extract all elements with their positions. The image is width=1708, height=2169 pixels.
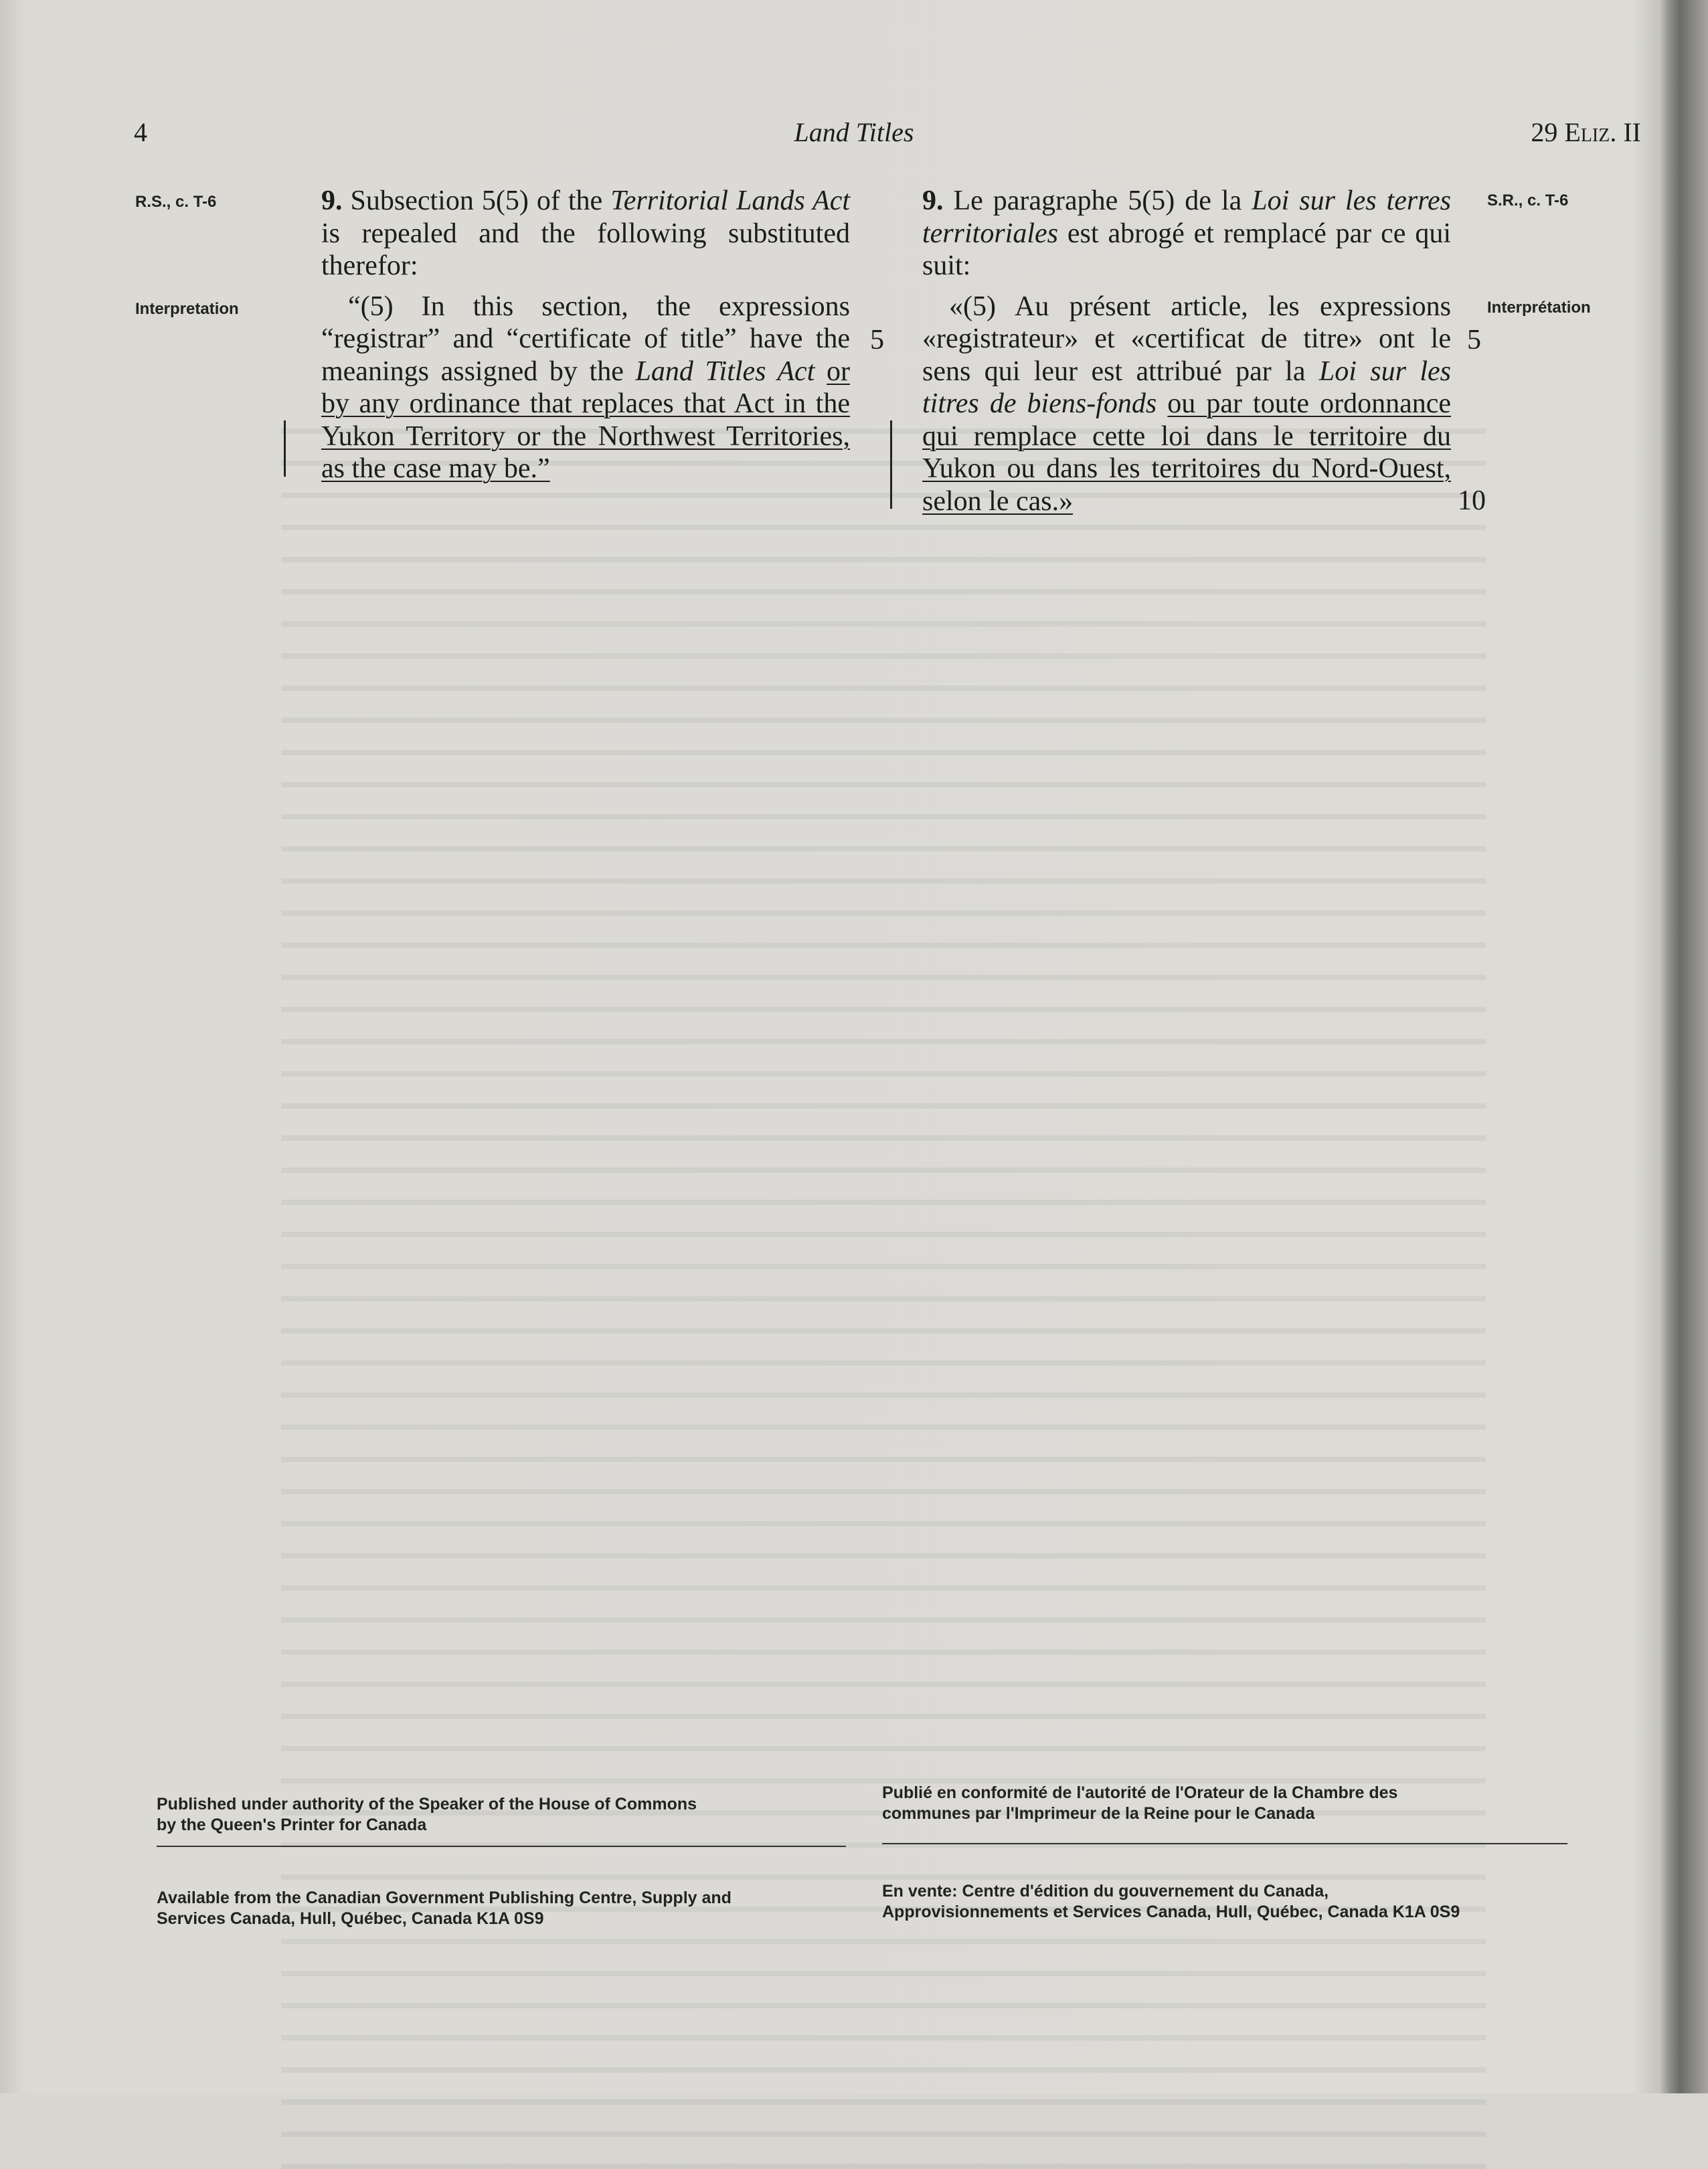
english-change-bar	[284, 420, 286, 477]
right-citation-note: S.R., c. T-6	[1487, 191, 1569, 210]
english-subsection-5: “(5) In this section, the expressions “registrar” and “certificate of title” have the meanings assigned by the Land Titles Act or by any ordinance that replaces that Act in the Yukon Territory or the Northwest Territories, as the case may be.”	[321, 291, 851, 484]
left-interpretation-note: Interpretation	[135, 300, 239, 318]
regnal-year-sovereign: Eliz.	[1564, 117, 1617, 147]
french-column	[922, 185, 1451, 517]
regnal-year-number: 29	[1531, 117, 1558, 147]
french-change-bar	[890, 420, 892, 509]
french-section-9: 9. Le paragraphe 5(5) de la Loi sur les terres territoriales est abrogé et remplacé par ce qui suit:	[922, 185, 1451, 281]
english-land-titles-act: Land Titles Act	[635, 355, 815, 387]
page-number: 4	[134, 117, 147, 147]
french-act-name: Loi sur les terres territoriales	[922, 185, 1451, 249]
footer-en-published: Published under authority of the Speaker of the House of Commons by the Queen's Printer for Canada	[157, 1795, 697, 1834]
footer-en-available: Available from the Canadian Government Publishing Centre, Supply and Services Canada, Hull, Québec, Canada K1A 0S9	[157, 1889, 732, 1928]
english-section-number: 9.	[321, 185, 343, 216]
english-column	[321, 185, 850, 485]
running-title: Land Titles	[794, 117, 914, 147]
french-amended-text: ou par toute ordonnance qui remplace cette loi dans le territoire du Yukon ou dans les territoires du Nord-Ouest, selon le cas.»	[922, 388, 1452, 517]
english-line-number-5: 5	[870, 325, 884, 355]
right-interpretation-note: Interprétation	[1487, 299, 1591, 317]
left-citation-note: R.S., c. T-6	[135, 193, 217, 211]
english-act-name: Territorial Lands Act	[610, 185, 851, 216]
french-line-number-10: 10	[1458, 485, 1486, 516]
footer-fr-available: En vente: Centre d'édition du gouvernement du Canada, Approvisionnements et Services Canada, Hull, Québec, Canada K1A 0S9	[882, 1882, 1460, 1921]
french-subsection-5: «(5) Au présent article, les expressions «registrateur» et «certificat de titre» ont le sens qui leur est attribué par la Loi sur les titres de biens-fonds ou par toute ordonnance qui remplace cette loi dans le territoire du Yukon ou dans les territoires du Nord-Ouest, selon le cas.»	[922, 291, 1452, 517]
footer-en-rule	[157, 1846, 846, 1847]
french-section-number: 9.	[922, 185, 944, 216]
english-section-9: 9. Subsection 5(5) of the Territorial Lands Act is repealed and the following substituted therefor:	[321, 185, 851, 281]
french-land-titles-act: Loi sur les titres de biens-fonds	[922, 355, 1451, 419]
regnal-year	[1531, 116, 1641, 148]
english-amended-text: or by any ordinance that replaces that Act in the Yukon Territory or the Northwest Territories, as the case may be.”	[321, 355, 851, 484]
footer-fr-rule	[882, 1843, 1567, 1844]
regnal-year-roman: II	[1623, 117, 1641, 147]
footer-fr-published: Publié en conformité de l'autorité de l'Orateur de la Chambre des communes par l'Imprimeur de la Reine pour le Canada	[882, 1783, 1398, 1823]
french-line-number-5: 5	[1467, 325, 1481, 355]
